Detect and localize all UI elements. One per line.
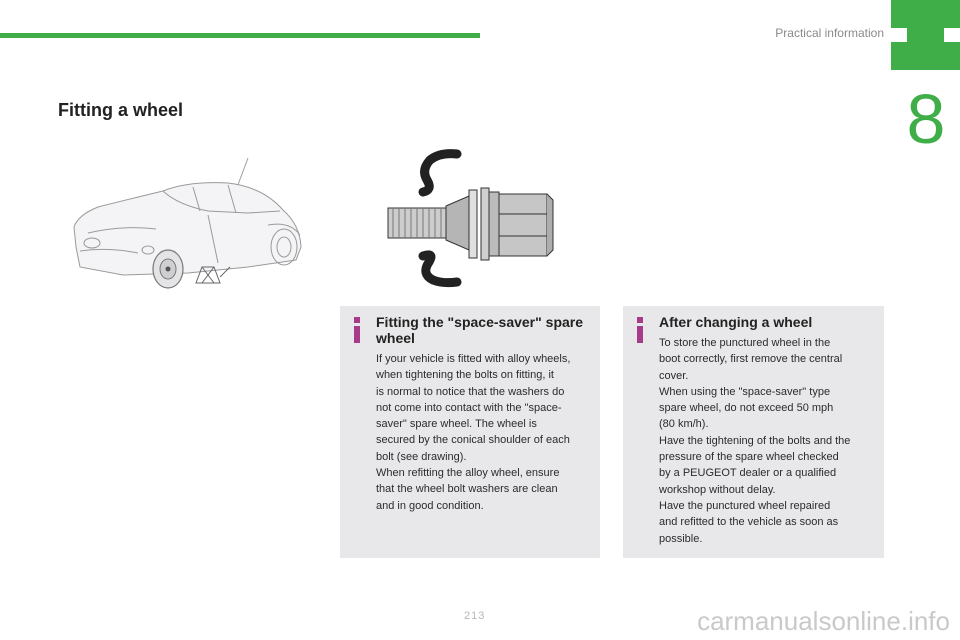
chapter-tab <box>891 0 960 70</box>
info-icon-bar <box>637 326 643 343</box>
info-box-after-changing <box>623 306 884 558</box>
info-box-text: To store the punctured wheel in the boot correctly, first remove the central cover. When using the "space-saver" type spare wheel, do not exceed 50 mph (80 km/h). Have the tightening of the bolts and the pressure of the spare wheel checked by a PEUGEOT dealer or a qualified workshop without delay. Have the punctured wheel repaired and refitted to the vehicle as soon as possible. <box>659 337 851 545</box>
info-icon-dot <box>354 317 360 323</box>
car-on-jack-illustration <box>68 155 308 290</box>
page-number: 213 <box>464 610 486 622</box>
chapter-number: 8 <box>906 80 946 158</box>
info-box-text: If your vehicle is fitted with alloy wheels, when tightening the bolts on fitting, it is normal to notice that the washers do not come into contact with the "space- saver" spare wheel. The wheel is secured by the conical shoulder of each bolt (see drawing). When refitting the alloy wheel, ensure that the wheel bolt washers are clean and in good condition. <box>376 353 571 512</box>
info-icon <box>352 317 362 343</box>
chapter-tab-notch <box>944 28 960 42</box>
info-box-space-saver <box>340 306 600 558</box>
info-box-title: Fitting the "space-saver" spare wheel <box>376 314 584 346</box>
section-name: Practical information <box>775 26 884 40</box>
watermark: carmanualsonline.info <box>697 606 950 636</box>
info-icon-dot <box>637 317 643 323</box>
info-icon <box>635 317 645 343</box>
info-icon-bar <box>354 326 360 343</box>
wheel-bolt-illustration <box>385 148 565 288</box>
chapter-tab-notch <box>891 28 907 42</box>
page-title: Fitting a wheel <box>58 100 184 120</box>
info-box-title: After changing a wheel <box>659 314 813 330</box>
header-accent-bar <box>0 33 480 38</box>
